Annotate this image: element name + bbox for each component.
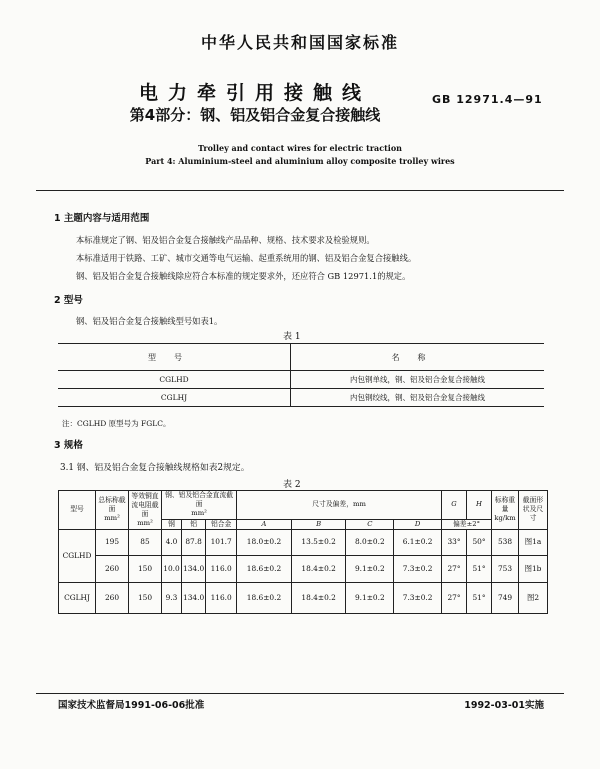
header-c: C xyxy=(346,519,394,529)
table-1-header-name: 名称 xyxy=(291,344,545,371)
table-cell: CGLHJ xyxy=(58,389,291,407)
table-cell: CGLHD xyxy=(58,371,291,389)
table-cell: 116.0 xyxy=(206,555,237,582)
footer-rule xyxy=(36,693,564,694)
section-1-paragraph: 钢、铝及铝合金复合接触线除应符合本标准的规定要求外，还应符合 GB 12971.1的规定。 xyxy=(76,271,411,281)
table-cell: 50° xyxy=(467,529,492,555)
table-cell: 260 xyxy=(96,582,129,613)
table-cell: 9.1±0.2 xyxy=(346,582,394,613)
model-table xyxy=(58,343,544,407)
header-equivalent-copper: 等效铜直流电阻截面 mm² xyxy=(129,491,162,530)
english-subtitle: Part 4: Aluminium-steel and aluminium alloy composite trolley wires xyxy=(145,156,455,166)
document-title: 电力牵引用接触线 xyxy=(138,82,371,104)
table-cell: 27° xyxy=(442,555,467,582)
table-row xyxy=(59,529,548,555)
table-cell: 753 xyxy=(492,555,519,582)
header-shape: 截面形状及尺寸 xyxy=(519,491,548,530)
header-steel: 钢 xyxy=(162,519,182,529)
table-cell: 18.6±0.2 xyxy=(237,555,292,582)
table-cell: 150 xyxy=(129,582,162,613)
table-cell: 9.3 xyxy=(162,582,182,613)
table-cell: 33° xyxy=(442,529,467,555)
table-1-header-model: 型号 xyxy=(58,344,291,371)
header-tolerance: 偏差±2° xyxy=(442,519,492,529)
section-1-paragraph: 本标准适用于铁路、工矿、城市交通等电气运输、起重系统用的钢、铝及铝合金复合接触线。 xyxy=(76,253,417,263)
table-cell: 18.6±0.2 xyxy=(237,582,292,613)
table-cell: 图2 xyxy=(519,582,548,613)
table-row xyxy=(58,371,544,389)
english-title: Trolley and contact wires for electric traction xyxy=(198,143,402,153)
model-cell: CGLHJ xyxy=(59,582,96,613)
specification-table xyxy=(58,490,548,614)
table-cell: 4.0 xyxy=(162,529,182,555)
table-cell: 85 xyxy=(129,529,162,555)
table-cell: 图1b xyxy=(519,555,548,582)
table-cell: 18.4±0.2 xyxy=(291,582,346,613)
table-cell: 150 xyxy=(129,555,162,582)
table-cell: 116.0 xyxy=(206,582,237,613)
table-cell: 8.0±0.2 xyxy=(346,529,394,555)
header-d: D xyxy=(394,519,442,529)
table-cell: 134.0 xyxy=(182,555,206,582)
table-2-caption: 表 2 xyxy=(283,480,301,490)
table-cell: 图1a xyxy=(519,529,548,555)
section-3-paragraph: 3.1 钢、铝及铝合金复合接触线规格如表2规定。 xyxy=(60,463,250,473)
section-1-heading: 1 主题内容与适用范围 xyxy=(54,213,150,224)
table-cell: 9.1±0.2 xyxy=(346,555,394,582)
section-3-heading: 3 规格 xyxy=(54,440,83,451)
table-1-caption: 表 1 xyxy=(283,332,301,342)
table-cell: 101.7 xyxy=(206,529,237,555)
model-cell: CGLHD xyxy=(59,529,96,582)
table-1-note: 注：CGLHD 原型号为 FGLC。 xyxy=(62,419,171,428)
table-row xyxy=(59,555,548,582)
header-section-group: 钢、铝及铝合金直流截面 mm² xyxy=(162,491,237,520)
header-h: H xyxy=(467,491,492,520)
table-cell: 7.3±0.2 xyxy=(394,555,442,582)
header-aluminium: 铝 xyxy=(182,519,206,529)
header-nominal-area: 总标称截面 mm² xyxy=(96,491,129,530)
header-a: A xyxy=(237,519,292,529)
table-cell: 538 xyxy=(492,529,519,555)
table-row xyxy=(59,582,548,613)
table-cell: 内包钢绞线，钢、铝及铝合金复合接触线 xyxy=(291,389,545,407)
table-cell: 51° xyxy=(467,582,492,613)
table-cell: 7.3±0.2 xyxy=(394,582,442,613)
header-b: B xyxy=(291,519,346,529)
table-cell: 260 xyxy=(96,555,129,582)
section-1-paragraph: 本标准规定了钢、铝及铝合金复合接触线产品品种、规格、技术要求及检验规则。 xyxy=(76,235,375,245)
header-rule xyxy=(36,190,564,191)
header-aluminium-alloy: 铝合金 xyxy=(206,519,237,529)
header-g: G xyxy=(442,491,467,520)
header-weight: 标称重量 kg/km xyxy=(492,491,519,530)
section-2-paragraph: 钢、铝及铝合金复合接触线型号如表1。 xyxy=(76,316,223,326)
table-cell: 27° xyxy=(442,582,467,613)
table-cell: 87.8 xyxy=(182,529,206,555)
header-model: 型号 xyxy=(59,491,96,530)
approval-date: 国家技术监督局1991-06-06批准 xyxy=(58,700,205,711)
standard-code: GB 12971.4—91 xyxy=(432,93,543,106)
table-cell: 13.5±0.2 xyxy=(291,529,346,555)
table-cell: 18.4±0.2 xyxy=(291,555,346,582)
document-subtitle: 第4部分：钢、铝及铝合金复合接触线 xyxy=(129,106,381,124)
table-cell: 6.1±0.2 xyxy=(394,529,442,555)
table-cell: 134.0 xyxy=(182,582,206,613)
section-2-heading: 2 型号 xyxy=(54,295,83,306)
standard-header: 中华人民共和国国家标准 xyxy=(200,33,399,52)
implementation-date: 1992-03-01实施 xyxy=(464,700,544,711)
header-dimensions: 尺寸及偏差，mm xyxy=(237,491,442,520)
table-cell: 749 xyxy=(492,582,519,613)
table-cell: 51° xyxy=(467,555,492,582)
table-row xyxy=(58,389,544,407)
table-cell: 195 xyxy=(96,529,129,555)
table-cell: 10.0 xyxy=(162,555,182,582)
table-cell: 内包钢单线，钢、铝及铝合金复合接触线 xyxy=(291,371,545,389)
table-cell: 18.0±0.2 xyxy=(237,529,292,555)
